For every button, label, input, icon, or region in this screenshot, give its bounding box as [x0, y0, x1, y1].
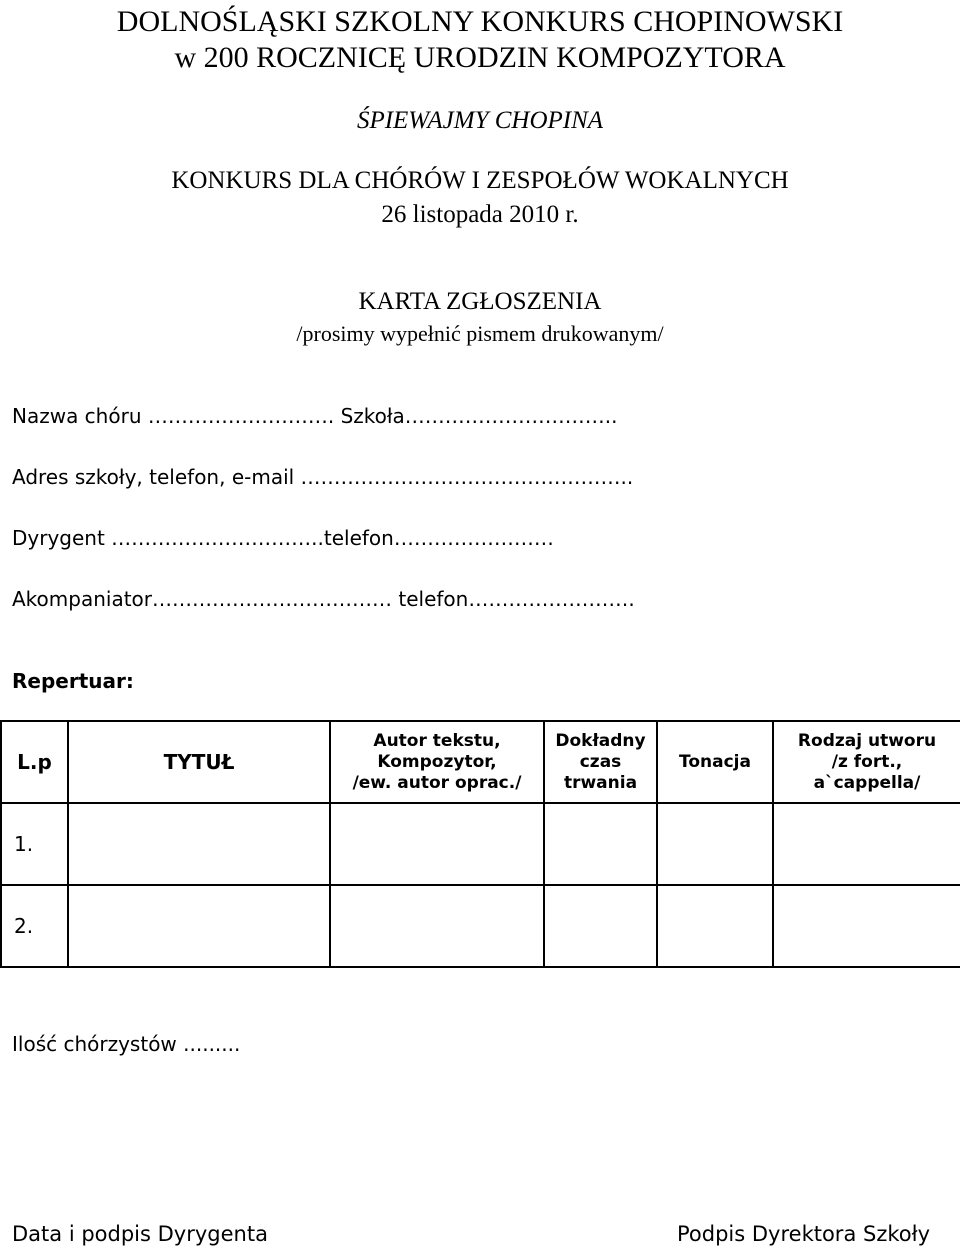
- column-header-line: /ew. autor oprac./: [352, 772, 522, 793]
- row-number-cell: 2.: [1, 885, 68, 967]
- column-header-line: /z fort.,: [831, 751, 903, 772]
- author-cell: [330, 885, 544, 967]
- column-header-line: Tonacja: [679, 751, 751, 772]
- type-cell: [773, 803, 960, 885]
- title-cell: [68, 885, 330, 967]
- column-header-type: [773, 721, 960, 803]
- choir-count-field: Ilość chórzystów .........: [12, 1032, 241, 1056]
- table-header-row: [1, 721, 960, 803]
- table-row: [1, 885, 960, 967]
- motto: ŚPIEWAJMY CHOPINA: [356, 107, 604, 134]
- type-cell: [773, 885, 960, 967]
- header-title-line1: DOLNOŚLĄSKI SZKOLNY KONKURS CHOPINOWSKI: [116, 5, 844, 38]
- column-header-line: L.p: [17, 749, 52, 774]
- column-header-title: [68, 721, 330, 803]
- repertoire-heading: Repertuar:: [12, 669, 134, 693]
- column-header-line: Rodzaj utworu: [797, 730, 937, 751]
- repertoire-table: [0, 720, 960, 968]
- principal-signature-label: Podpis Dyrektora Szkoły: [677, 1222, 930, 1246]
- key-cell: [657, 885, 773, 967]
- conductor-field: Dyrygent …………………………..telefon……………………: [12, 526, 554, 550]
- column-header-number: [1, 721, 68, 803]
- column-header-line: Kompozytor,: [377, 751, 497, 772]
- row-number-cell: 1.: [1, 803, 68, 885]
- address-field: Adres szkoły, telefon, e-mail …………………………………………..: [12, 465, 634, 489]
- column-header-line: a`cappella/: [813, 772, 921, 793]
- column-header-line: Autor tekstu,: [373, 730, 501, 751]
- author-cell: [330, 803, 544, 885]
- accompanist-field: Akompaniator……………………………… telefon…………………….: [12, 587, 635, 611]
- column-header-line: TYTUŁ: [163, 749, 235, 774]
- duration-cell: [544, 803, 657, 885]
- column-header-duration: [544, 721, 657, 803]
- column-header-author: [330, 721, 544, 803]
- header-title-line2: w 200 ROCZNICĘ URODZIN KOMPOZYTORA: [174, 41, 786, 74]
- duration-cell: [544, 885, 657, 967]
- contest-name: KONKURS DLA CHÓRÓW I ZESPOŁÓW WOKALNYCH: [171, 167, 789, 194]
- choir-school-field: Nazwa chóru ………………………. Szkoła…………………………..: [12, 404, 618, 428]
- column-header-key: [657, 721, 773, 803]
- column-header-line: czas: [579, 751, 622, 772]
- key-cell: [657, 803, 773, 885]
- title-cell: [68, 803, 330, 885]
- contest-date: 26 listopada 2010 r.: [381, 201, 579, 228]
- column-header-line: Dokładny: [555, 730, 646, 751]
- conductor-signature-label: Data i podpis Dyrygenta: [12, 1222, 268, 1246]
- table-row: [1, 803, 960, 885]
- form-note: /prosimy wypełnić pismem drukowanym/: [296, 321, 664, 346]
- column-header-line: trwania: [563, 772, 638, 793]
- form-title: KARTA ZGŁOSZENIA: [358, 288, 602, 315]
